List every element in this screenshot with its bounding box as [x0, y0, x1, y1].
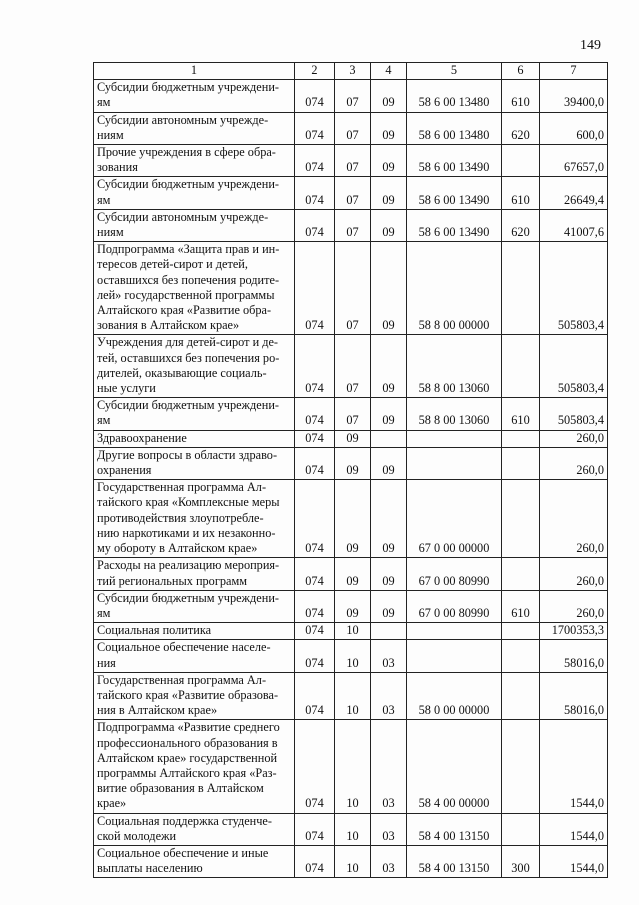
expense-type-cell: 300 [502, 845, 540, 877]
subsection-code-cell: 09 [371, 558, 407, 590]
subsection-code-cell: 09 [371, 177, 407, 209]
table-row [94, 430, 608, 447]
ministry-code-cell: 074 [295, 623, 335, 640]
ministry-code-cell: 074 [295, 145, 335, 177]
ministry-code-cell: 074 [295, 398, 335, 430]
target-article-cell: 58 6 00 13480 [407, 80, 502, 112]
expense-name-cell: Подпрограмма «Защита прав и ин- тересов детей-сирот и детей, оставшихся без попечения родите- лей» государственной программы Алтайского края «Развитие обра- зования в Алтайском крае» [94, 242, 295, 335]
section-code-cell: 07 [335, 112, 371, 144]
section-code-cell: 07 [335, 145, 371, 177]
expense-type-cell [502, 430, 540, 447]
amount-cell: 260,0 [540, 558, 608, 590]
table-row [94, 398, 608, 430]
expense-name-cell: Расходы на реализацию мероприя- тий региональных программ [94, 558, 295, 590]
subsection-code-cell [371, 623, 407, 640]
amount-cell: 58016,0 [540, 672, 608, 720]
amount-cell: 1544,0 [540, 720, 608, 813]
header-cell: 3 [335, 63, 371, 80]
amount-cell: 67657,0 [540, 145, 608, 177]
ministry-code-cell: 074 [295, 242, 335, 335]
subsection-code-cell: 09 [371, 80, 407, 112]
expense-name-cell: Прочие учреждения в сфере обра- зования [94, 145, 295, 177]
expense-name-cell: Субсидии бюджетным учреждени- ям [94, 398, 295, 430]
section-code-cell: 10 [335, 640, 371, 672]
amount-cell: 260,0 [540, 447, 608, 479]
section-code-cell: 10 [335, 845, 371, 877]
ministry-code-cell: 074 [295, 640, 335, 672]
budget-table [93, 62, 608, 878]
expense-type-cell [502, 672, 540, 720]
table-row [94, 447, 608, 479]
expense-type-cell: 610 [502, 590, 540, 622]
target-article-cell: 67 0 00 00000 [407, 480, 502, 558]
subsection-code-cell: 03 [371, 672, 407, 720]
section-code-cell: 07 [335, 209, 371, 241]
expense-name-cell: Здравоохранение [94, 430, 295, 447]
subsection-code-cell: 09 [371, 398, 407, 430]
subsection-code-cell: 09 [371, 590, 407, 622]
amount-cell: 600,0 [540, 112, 608, 144]
expense-name-cell: Субсидии бюджетным учреждени- ям [94, 177, 295, 209]
subsection-code-cell: 09 [371, 145, 407, 177]
ministry-code-cell: 074 [295, 80, 335, 112]
table-row [94, 480, 608, 558]
expense-type-cell [502, 145, 540, 177]
subsection-code-cell: 03 [371, 720, 407, 813]
section-code-cell: 10 [335, 720, 371, 813]
expense-name-cell: Социальная поддержка студенче- ской молодежи [94, 813, 295, 845]
expense-type-cell [502, 640, 540, 672]
table-row [94, 640, 608, 672]
ministry-code-cell: 074 [295, 335, 335, 398]
table-row [94, 720, 608, 813]
header-cell: 7 [540, 63, 608, 80]
target-article-cell: 67 0 00 80990 [407, 590, 502, 622]
table-row [94, 590, 608, 622]
amount-cell: 58016,0 [540, 640, 608, 672]
expense-type-cell [502, 558, 540, 590]
ministry-code-cell: 074 [295, 112, 335, 144]
subsection-code-cell: 03 [371, 813, 407, 845]
expense-name-cell: Государственная программа Ал- тайского края «Развитие образова- ния в Алтайском крае» [94, 672, 295, 720]
table-row [94, 672, 608, 720]
section-code-cell: 07 [335, 177, 371, 209]
section-code-cell: 09 [335, 447, 371, 479]
expense-type-cell: 610 [502, 398, 540, 430]
table-row [94, 177, 608, 209]
amount-cell: 260,0 [540, 480, 608, 558]
header-row [94, 63, 608, 80]
table-row [94, 209, 608, 241]
target-article-cell: 67 0 00 80990 [407, 558, 502, 590]
section-code-cell: 10 [335, 813, 371, 845]
target-article-cell: 58 4 00 00000 [407, 720, 502, 813]
expense-name-cell: Социальное обеспечение населе- ния [94, 640, 295, 672]
section-code-cell: 10 [335, 623, 371, 640]
expense-type-cell: 620 [502, 209, 540, 241]
expense-type-cell [502, 242, 540, 335]
expense-type-cell [502, 623, 540, 640]
table-row [94, 558, 608, 590]
section-code-cell: 10 [335, 672, 371, 720]
expense-name-cell: Субсидии автономным учрежде- ниям [94, 209, 295, 241]
ministry-code-cell: 074 [295, 590, 335, 622]
subsection-code-cell: 09 [371, 209, 407, 241]
expense-name-cell: Другие вопросы в области здраво- охранения [94, 447, 295, 479]
table-row [94, 80, 608, 112]
ministry-code-cell: 074 [295, 720, 335, 813]
ministry-code-cell: 074 [295, 430, 335, 447]
expense-name-cell: Субсидии бюджетным учреждени- ям [94, 590, 295, 622]
amount-cell: 41007,6 [540, 209, 608, 241]
expense-type-cell: 610 [502, 177, 540, 209]
amount-cell: 505803,4 [540, 398, 608, 430]
target-article-cell: 58 4 00 13150 [407, 813, 502, 845]
target-article-cell: 58 8 00 00000 [407, 242, 502, 335]
ministry-code-cell: 074 [295, 177, 335, 209]
header-cell: 1 [94, 63, 295, 80]
header-cell: 6 [502, 63, 540, 80]
ministry-code-cell: 074 [295, 209, 335, 241]
expense-type-cell [502, 480, 540, 558]
expense-type-cell [502, 447, 540, 479]
amount-cell: 1700353,3 [540, 623, 608, 640]
ministry-code-cell: 074 [295, 845, 335, 877]
expense-type-cell [502, 813, 540, 845]
target-article-cell [407, 640, 502, 672]
expense-name-cell: Учреждения для детей-сирот и де- тей, оставшихся без попечения ро- дителей, оказывающие социаль- ные услуги [94, 335, 295, 398]
amount-cell: 26649,4 [540, 177, 608, 209]
target-article-cell: 58 6 00 13490 [407, 209, 502, 241]
section-code-cell: 09 [335, 558, 371, 590]
target-article-cell: 58 6 00 13480 [407, 112, 502, 144]
section-code-cell: 07 [335, 335, 371, 398]
target-article-cell [407, 430, 502, 447]
target-article-cell: 58 6 00 13490 [407, 177, 502, 209]
target-article-cell [407, 623, 502, 640]
ministry-code-cell: 074 [295, 813, 335, 845]
ministry-code-cell: 074 [295, 672, 335, 720]
table-row [94, 845, 608, 877]
expense-name-cell: Подпрограмма «Развитие среднего профессионального образования в Алтайском крае» государственной программы Алтайского края «Раз- витие образования в Алтайском крае» [94, 720, 295, 813]
table-row [94, 112, 608, 144]
subsection-code-cell: 09 [371, 242, 407, 335]
subsection-code-cell [371, 430, 407, 447]
header-cell: 5 [407, 63, 502, 80]
amount-cell: 505803,4 [540, 242, 608, 335]
expense-type-cell: 620 [502, 112, 540, 144]
expense-name-cell: Социальное обеспечение и иные выплаты населению [94, 845, 295, 877]
section-code-cell: 09 [335, 590, 371, 622]
expense-name-cell: Социальная политика [94, 623, 295, 640]
subsection-code-cell: 03 [371, 845, 407, 877]
section-code-cell: 07 [335, 242, 371, 335]
budget-table-body [94, 63, 608, 878]
amount-cell: 505803,4 [540, 335, 608, 398]
section-code-cell: 09 [335, 430, 371, 447]
ministry-code-cell: 074 [295, 558, 335, 590]
table-row [94, 145, 608, 177]
ministry-code-cell: 074 [295, 447, 335, 479]
expense-type-cell: 610 [502, 80, 540, 112]
target-article-cell: 58 8 00 13060 [407, 398, 502, 430]
ministry-code-cell: 074 [295, 480, 335, 558]
amount-cell: 1544,0 [540, 813, 608, 845]
expense-name-cell: Государственная программа Ал- тайского края «Комплексные меры противодействия злоупотребле- нию наркотиками и их незаконно- му обороту в Алтайском крае» [94, 480, 295, 558]
amount-cell: 1544,0 [540, 845, 608, 877]
subsection-code-cell: 09 [371, 112, 407, 144]
expense-name-cell: Субсидии автономным учрежде- ниям [94, 112, 295, 144]
section-code-cell: 07 [335, 80, 371, 112]
table-row [94, 813, 608, 845]
section-code-cell: 09 [335, 480, 371, 558]
target-article-cell: 58 6 00 13490 [407, 145, 502, 177]
header-cell: 4 [371, 63, 407, 80]
subsection-code-cell: 09 [371, 480, 407, 558]
page-number: 149 [580, 38, 601, 53]
target-article-cell: 58 8 00 13060 [407, 335, 502, 398]
amount-cell: 260,0 [540, 430, 608, 447]
subsection-code-cell: 03 [371, 640, 407, 672]
target-article-cell: 58 0 00 00000 [407, 672, 502, 720]
expense-type-cell [502, 720, 540, 813]
expense-type-cell [502, 335, 540, 398]
target-article-cell [407, 447, 502, 479]
amount-cell: 260,0 [540, 590, 608, 622]
amount-cell: 39400,0 [540, 80, 608, 112]
expense-name-cell: Субсидии бюджетным учреждени- ям [94, 80, 295, 112]
header-cell: 2 [295, 63, 335, 80]
table-row [94, 242, 608, 335]
subsection-code-cell: 09 [371, 335, 407, 398]
table-row [94, 623, 608, 640]
subsection-code-cell: 09 [371, 447, 407, 479]
table-row [94, 335, 608, 398]
section-code-cell: 07 [335, 398, 371, 430]
target-article-cell: 58 4 00 13150 [407, 845, 502, 877]
